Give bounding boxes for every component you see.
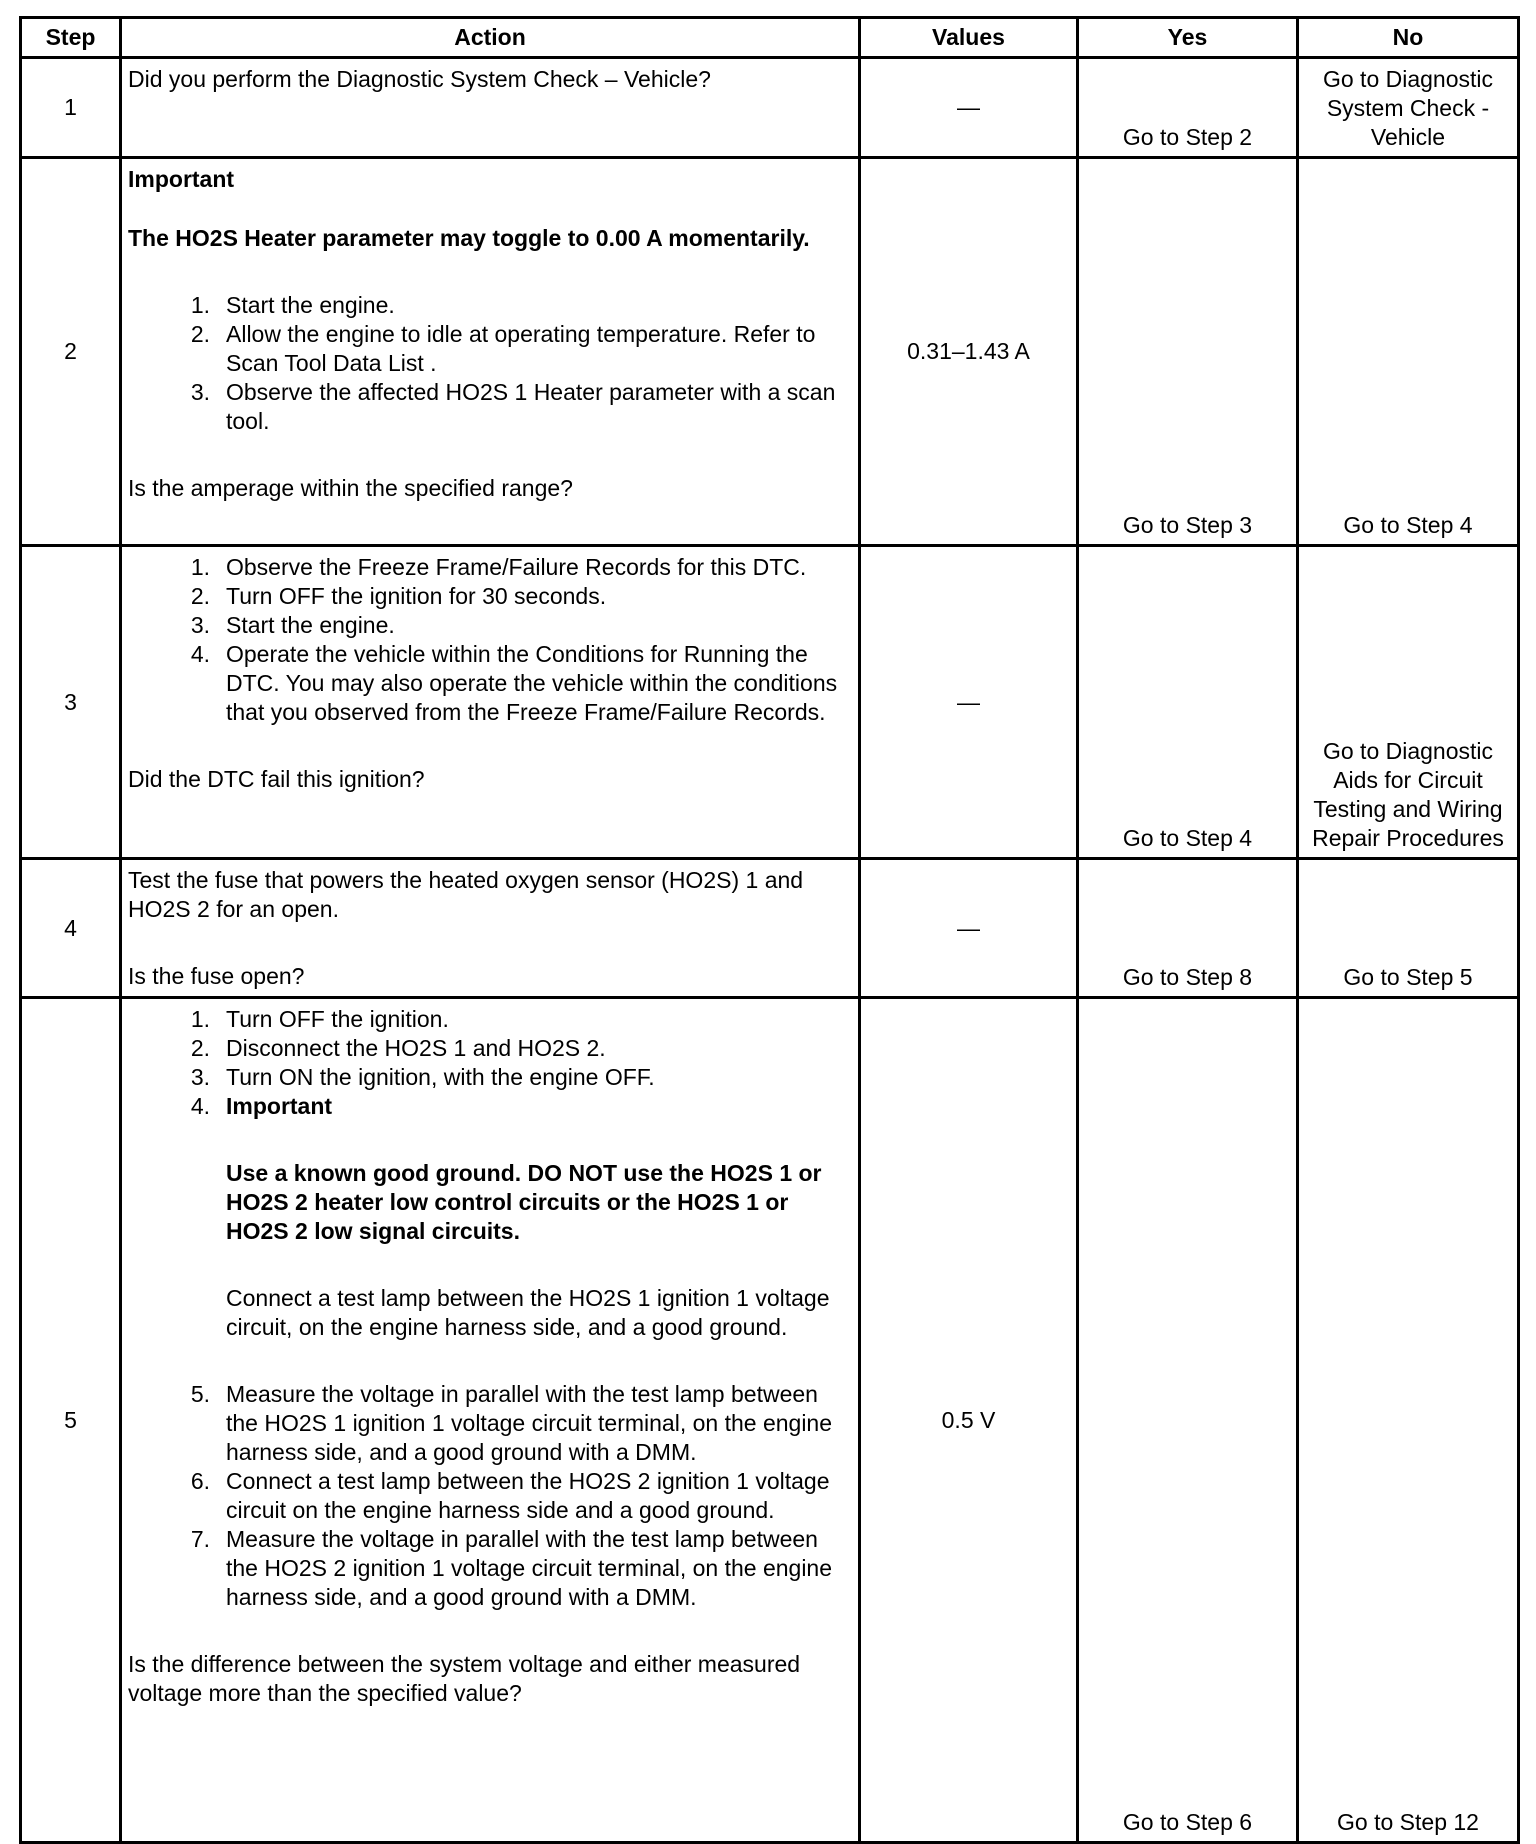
- list-item: 2. Disconnect the HO2S 1 and HO2S 2.: [190, 1035, 606, 1061]
- no-cell: Go to Diagnostic System Check - Vehicle: [1298, 58, 1519, 158]
- connect-note: Connect a test lamp between the HO2S 1 ignition 1 voltage circuit, on the engine harness side, and a good ground.: [226, 1285, 830, 1340]
- yes-cell: Go to Step 2: [1078, 58, 1298, 158]
- action-cell: [121, 158, 860, 546]
- diagnostic-table: [19, 16, 1520, 1844]
- question-text: Is the difference between the system voltage and either measured voltage more than the specified value?: [128, 1651, 801, 1706]
- no-cell: Go to Step 4: [1298, 158, 1519, 546]
- list-item: 3. Observe the affected HO2S 1 Heater parameter with a scan tool.: [190, 379, 836, 434]
- step-number: 1: [21, 58, 121, 158]
- list-item: 4. Operate the vehicle within the Conditions for Running the DTC. You may also operate the vehicle within the conditions that you observed from the Freeze Frame/Failure Records.: [190, 641, 838, 725]
- important-note: The HO2S Heater parameter may toggle to 0.00 A momentarily.: [128, 225, 810, 251]
- step-number: 4: [21, 859, 121, 998]
- action-cell: [121, 58, 860, 158]
- procedure-list: [128, 291, 844, 436]
- procedure-list: [128, 553, 844, 727]
- table-row: [21, 546, 1519, 859]
- action-text: Test the fuse that powers the heated oxygen sensor (HO2S) 1 and HO2S 2 for an open.: [128, 867, 804, 922]
- value-cell: —: [860, 859, 1078, 998]
- list-item: 6. Connect a test lamp between the HO2S 2 ignition 1 voltage circuit on the engine harness side and a good ground.: [190, 1468, 830, 1523]
- list-item: 4. Important: [190, 1093, 333, 1119]
- list-item: 2. Allow the engine to idle at operating temperature. Refer to Scan Tool Data List .: [190, 321, 816, 376]
- yes-cell: Go to Step 3: [1078, 158, 1298, 546]
- table-row: [21, 158, 1519, 546]
- header-action: Action: [121, 18, 860, 58]
- value-cell: 0.31–1.43 A: [860, 158, 1078, 546]
- list-item: 7. Measure the voltage in parallel with the test lamp between the HO2S 2 ignition 1 voltage circuit terminal, on the engine harness side, and a good ground with a DMM.: [190, 1526, 833, 1610]
- action-text: Did you perform the Diagnostic System Check – Vehicle?: [128, 66, 711, 92]
- table-row: [21, 58, 1519, 158]
- header-no: No: [1298, 18, 1519, 58]
- no-cell: Go to Diagnostic Aids for Circuit Testing and Wiring Repair Procedures: [1298, 546, 1519, 859]
- important-note: Use a known good ground. DO NOT use the HO2S 1 or HO2S 2 heater low control circuits or the HO2S 1 or HO2S 2 low signal circuits.: [226, 1160, 822, 1244]
- step-number: 2: [21, 158, 121, 546]
- no-cell: Go to Step 12: [1298, 998, 1519, 1843]
- value-cell: —: [860, 58, 1078, 158]
- value-cell: —: [860, 546, 1078, 859]
- table-row: [21, 998, 1519, 1843]
- header-row: [21, 18, 1519, 58]
- list-item: 1. Start the engine.: [190, 292, 395, 318]
- yes-cell: Go to Step 8: [1078, 859, 1298, 998]
- value-cell: 0.5 V: [860, 998, 1078, 1843]
- list-item: 3. Turn ON the ignition, with the engine OFF.: [190, 1064, 655, 1090]
- header-yes: Yes: [1078, 18, 1298, 58]
- table-row: [21, 859, 1519, 998]
- yes-cell: Go to Step 4: [1078, 546, 1298, 859]
- no-cell: Go to Step 5: [1298, 859, 1519, 998]
- action-cell: [121, 859, 860, 998]
- header-step: Step: [21, 18, 121, 58]
- list-item: 5. Measure the voltage in parallel with the test lamp between the HO2S 1 ignition 1 voltage circuit terminal, on the engine harness side, and a good ground with a DMM.: [190, 1381, 833, 1465]
- procedure-list: [128, 1005, 844, 1121]
- action-cell: [121, 546, 860, 859]
- question-text: Is the amperage within the specified range?: [128, 475, 573, 501]
- procedure-list: [128, 1380, 844, 1612]
- list-item: 3. Start the engine.: [190, 612, 395, 638]
- list-item: 1. Turn OFF the ignition.: [190, 1006, 449, 1032]
- list-item: 1. Observe the Freeze Frame/Failure Records for this DTC.: [190, 554, 807, 580]
- header-values: Values: [860, 18, 1078, 58]
- important-label: Important: [128, 166, 235, 192]
- question-text: Is the fuse open?: [128, 963, 305, 989]
- question-text: Did the DTC fail this ignition?: [128, 766, 425, 792]
- yes-cell: Go to Step 6: [1078, 998, 1298, 1843]
- step-number: 5: [21, 998, 121, 1843]
- step-number: 3: [21, 546, 121, 859]
- action-cell: [121, 998, 860, 1843]
- list-item: 2. Turn OFF the ignition for 30 seconds.: [190, 583, 607, 609]
